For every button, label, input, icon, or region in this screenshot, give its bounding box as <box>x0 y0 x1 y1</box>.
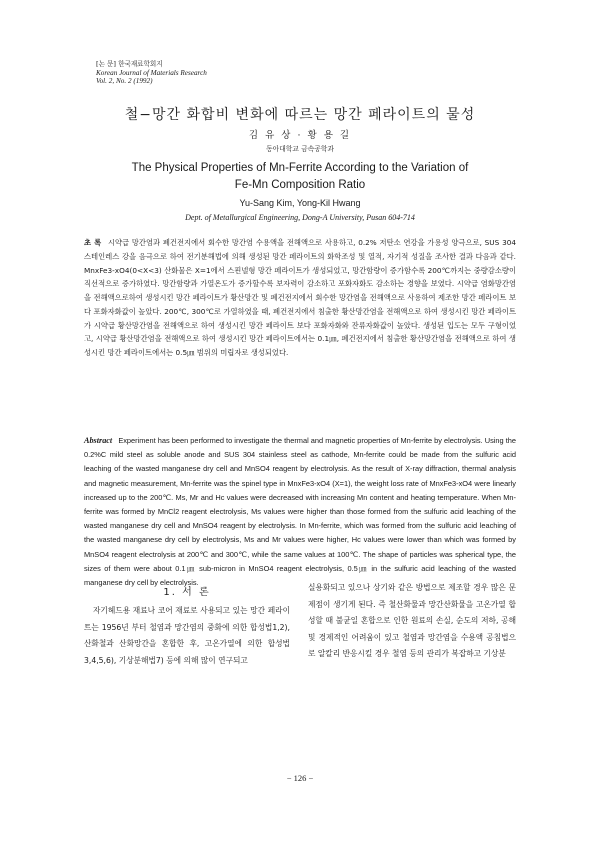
title-english-line2: Fe-Mn Composition Ratio <box>234 179 366 191</box>
abstract-korean-text: 시약급 망간염과 폐건전지에서 회수한 망간염 수용액을 전해액으로 사용하고, 0.2% 저탄소 연강을 가용성 양극으로, SUS 304 스테인레스 강을 음극으로 하여 전기분해법에 의해 생성된 망간 페라이트의 화학조성 및 열적, 자기적 성질을 조사한 결과 다음과 같다. MnxFe3-xO4(0<X<3) 산화물은 X=1에서 스핀넬형 망간 페라이트가 생성되었고, 망간함량이 증가함수록 200℃까지는 중량감소량이 직선적으로 증가하였다. 망간함량과 가열온도가 증가할수록 보자력이 감소하고 포화자화도 감소하는 경향을 보였다. 시약급 염화망간염을 전해액으로하여 생성시킨 망간 페라이트가 황산망간 및 폐건전지에서 회수한 망간염을 전해액으로 사용하여 제조한 망간 페라이트 보다 포화자화값이 높았다. 200℃, 300℃로 가열하였을 때, 폐건전지에서 침출한 황산망간염을 전해액으로 하여 생성시킨 망간 페라이트가 시약급 황산망간염을 전해액으로 하여 생성시킨 망간 페라이트 보다 포화자화와 잔류자화값이 높았다. 생성된 입도는 모두 구형이었고, 시약급 황산망간염을 전해액으로 하여 생성시킨 망간 페라이트에서는 0.1㎛, 폐건전지에서 침출한 황산망간염을 전해액으로 하여 생성시킨 망간 페라이트에서는 0.5㎛ 범위의 미립자로 생성되었다. <box>84 238 517 357</box>
abstract-english-label: Abstract <box>84 436 113 445</box>
body-text-left-column: 자기헤드용 재료나 코어 재료로 사용되고 있는 망간 페라이트는 1956년 부터 철염과 망간염의 중화에 의한 합성법1,2), 산화철과 산화망간을 혼합한 후, 고온가열에 의한 합성법3,4,5,6), 기상분해법7) 등에 의해 많이 연구되고 <box>84 606 290 665</box>
abstract-korean-label: 초 록 <box>84 238 102 247</box>
abstract-english-text: Experiment has been performed to investigate the thermal and magnetic properties of Mn-ferrite by electrolysis. Using the 0.2%C mild steel as soluble anode and SUS 304 stainless steel as cathode, Mn-ferrite could be made from the sulfuric acid leaching of the wasted manganese dry cell and MnSO4 reagent by electrolysis. As the result of X-ray diffraction, thermal analysis and magnetic measurement, Mn-ferrite was the spinel type in MnxFe3-xO4 (X=1), the weight loss rate of MnxFe3-xO4 were linearly increased up to the 200℃. Ms, Mr and Hc values were decreased with increasing Mn content and heating temperature. When Mn-ferrite was formed by MnCl2 reagent electrolysis, Ms values were higher than those formed from the sulfuric acid leaching of the wasted manganese dry cell and MnSO4 reagent by electrolysis. In Mn-ferrite, which was formed from the sulfuric acid leaching of the wasted manganese dry cell by electrolysis, Ms and Mr values were higher, Hc values were lower than which was formed by MnSO4 reagent electrolysis at 200℃ and 300℃, while the same values at 100℃. The shape of particles was spherical type, the sizes of them were about 0.1㎛ sub-micron in MnSO4 reagent electrolysis, 0.5㎛ in the sulfuric acid leaching of the wasted manganese dry cell by electrolysis. <box>84 436 516 588</box>
page-number: − 126 − <box>286 773 314 783</box>
abstract-english <box>84 434 516 590</box>
affiliation-english: Dept. of Metallurgical Engineering, Dong-A University, Pusan 604-714 <box>185 213 415 222</box>
authors-english: Yu-Sang Kim, Yong-Kil Hwang <box>239 198 361 208</box>
title-english-line1: The Physical Properties of Mn-Ferrite According to the Variation of <box>131 162 469 174</box>
title-english <box>0 160 600 194</box>
abstract-korean <box>84 236 516 360</box>
section-heading-introduction: 1. 서 론 <box>163 587 211 598</box>
journal-name-ko: [논 문] 한국재료학회지 <box>96 60 163 68</box>
title-korean: 철−망간 화합비 변화에 따르는 망간 페라이트의 물성 <box>124 107 476 123</box>
authors-korean: 김 유 상 · 황 용 길 <box>248 130 352 141</box>
journal-header <box>96 60 207 86</box>
affiliation-korean: 동아대학교 금속공학과 <box>266 145 334 153</box>
journal-name-en: Korean Journal of Materials Research <box>96 68 207 77</box>
journal-volume: Vol. 2, No. 2 (1992) <box>96 77 153 86</box>
body-text-right-column: 실용화되고 있으나 상기와 같은 방법으로 제조할 경우 많은 문제점이 생기게 된다. 즉 철산화물과 망간산화물을 고온가열 합성할 때 불균일 혼합으로 인한 원료의 손실, 순도의 저하, 공해 및 경제적인 어려움이 있고 철염과 망간염을 수용액 공침법으로 알칼리 반응시킬 경우 철염 등의 관리가 복잡하고 기상분 <box>308 583 516 658</box>
